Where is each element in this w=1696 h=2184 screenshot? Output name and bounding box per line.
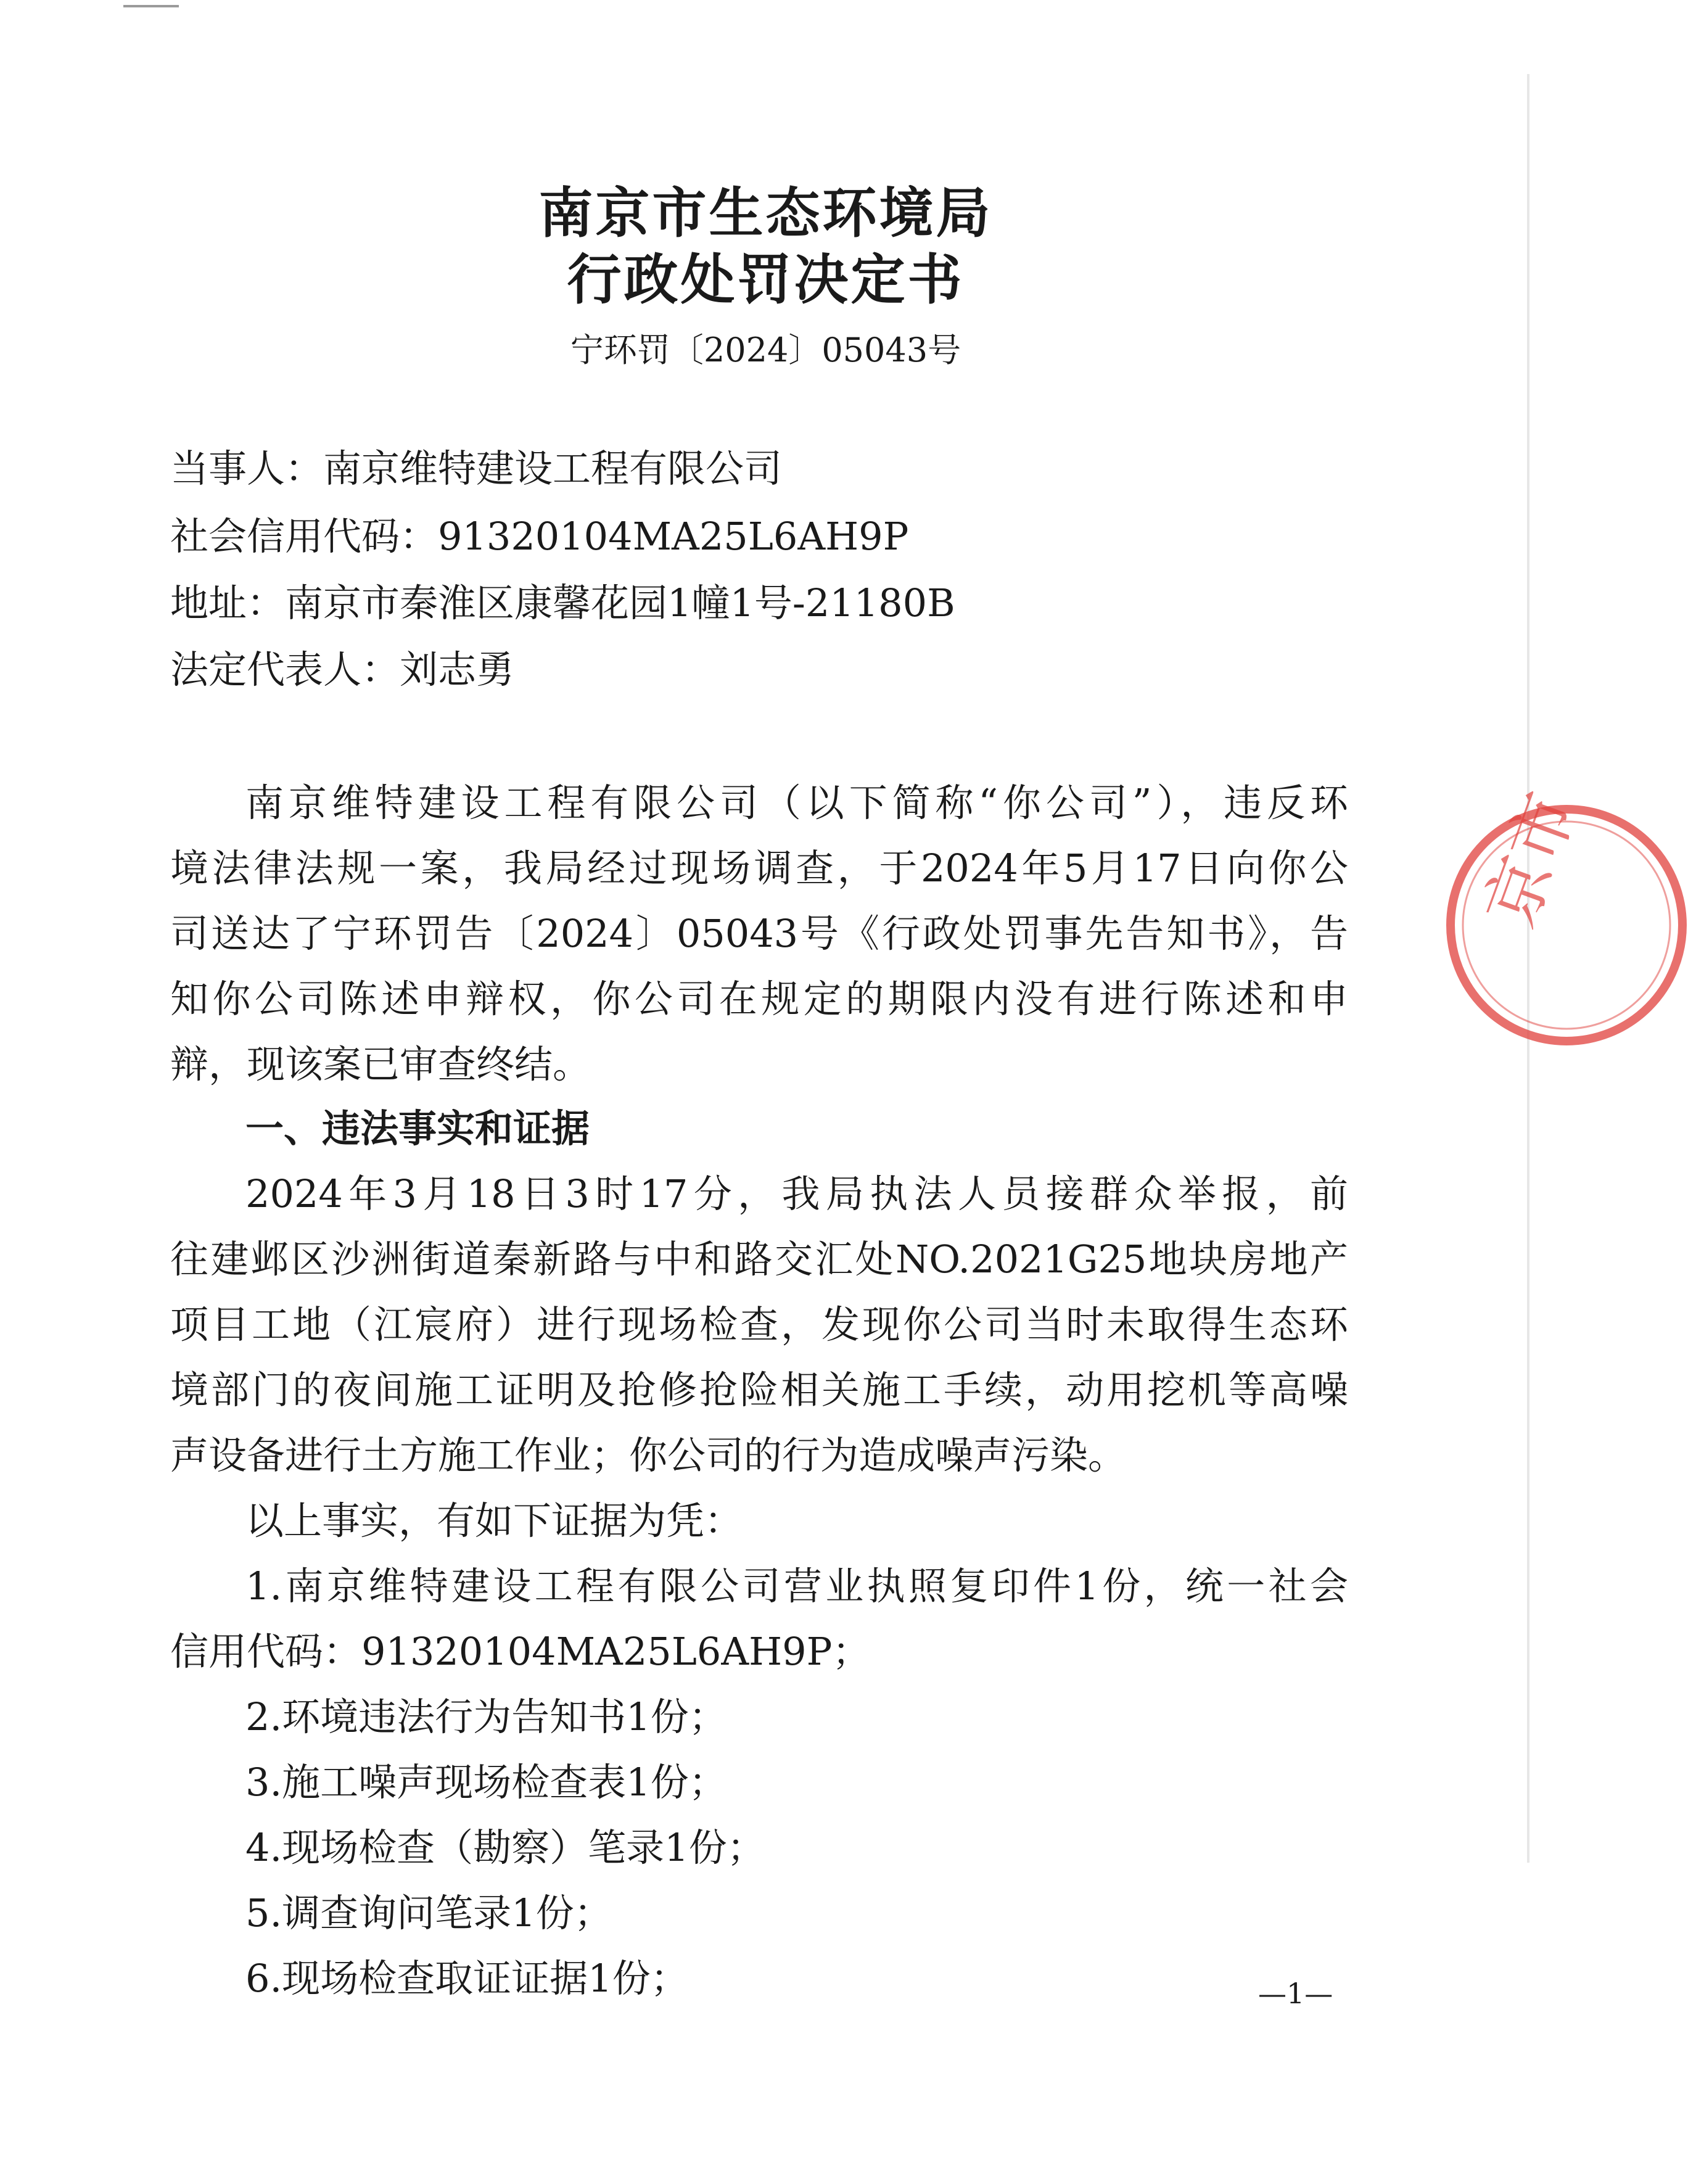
intro-line: 知你公司陈述申辩权，你公司在规定的期限内没有进行陈述和申 bbox=[170, 976, 1348, 1021]
evidence-item: 1.南京维特建设工程有限公司营业执照复印件1份，统一社会 bbox=[245, 1564, 1348, 1609]
party-legal-rep: 法定代表人：刘志勇 bbox=[170, 647, 515, 692]
svg-text:京市: 京市 bbox=[1470, 782, 1591, 937]
facts-line: 声设备进行土方施工作业；你公司的行为造成噪声污染。 bbox=[170, 1433, 1127, 1478]
facts-line: 2024年3月18日3时17分，我局执法人员接群众举报，前 bbox=[245, 1171, 1348, 1216]
intro-line: 境法律法规一案，我局经过现场调查，于2024年5月17日向你公 bbox=[170, 846, 1348, 891]
facts-line: 境部门的夜间施工证明及抢修抢险相关施工手续，动用挖机等高噪 bbox=[170, 1367, 1348, 1412]
party-address: 地址：南京市秦淮区康馨花园1幢1号-21180B bbox=[170, 580, 955, 625]
evidence-item: 6.现场检查取证证据1份； bbox=[245, 1956, 689, 2001]
evidence-intro: 以上事实，有如下证据为凭： bbox=[245, 1498, 743, 1543]
intro-line: 司送达了宁环罚告〔2024〕05043号《行政处罚事先告知书》，告 bbox=[170, 911, 1348, 956]
evidence-item: 信用代码：91320104MA25L6AH9P； bbox=[170, 1629, 871, 1674]
doc-title-line2: 行政处罚决定书 bbox=[567, 247, 965, 311]
party-credit-code: 社会信用代码：91320104MA25L6AH9P bbox=[170, 514, 909, 559]
page-number: —1— bbox=[1258, 1977, 1333, 2010]
official-seal bbox=[1437, 782, 1696, 1055]
evidence-item: 4.现场检查（勘察）笔录1份； bbox=[245, 1825, 765, 1870]
party-name: 当事人：南京维特建设工程有限公司 bbox=[170, 446, 783, 491]
evidence-item: 2.环境违法行为告知书1份； bbox=[245, 1694, 727, 1739]
doc-number: 宁环罚〔2024〕05043号 bbox=[570, 331, 961, 369]
evidence-item: 3.施工噪声现场检查表1份； bbox=[245, 1760, 727, 1805]
section-heading: 一、违法事实和证据 bbox=[245, 1106, 590, 1151]
evidence-item: 5.调查询问笔录1份； bbox=[245, 1890, 612, 1935]
facts-line: 项目工地（江宸府）进行现场检查，发现你公司当时未取得生态环 bbox=[170, 1302, 1348, 1347]
top-scan-line bbox=[123, 5, 179, 7]
intro-line: 南京维特建设工程有限公司（以下简称“你公司”），违反环 bbox=[245, 780, 1348, 825]
facts-line: 往建邺区沙洲街道秦新路与中和路交汇处NO.2021G25地块房地产 bbox=[170, 1237, 1348, 1282]
doc-title-line1: 南京市生态环境局 bbox=[538, 181, 993, 245]
intro-line: 辩，现该案已审查终结。 bbox=[170, 1042, 591, 1087]
